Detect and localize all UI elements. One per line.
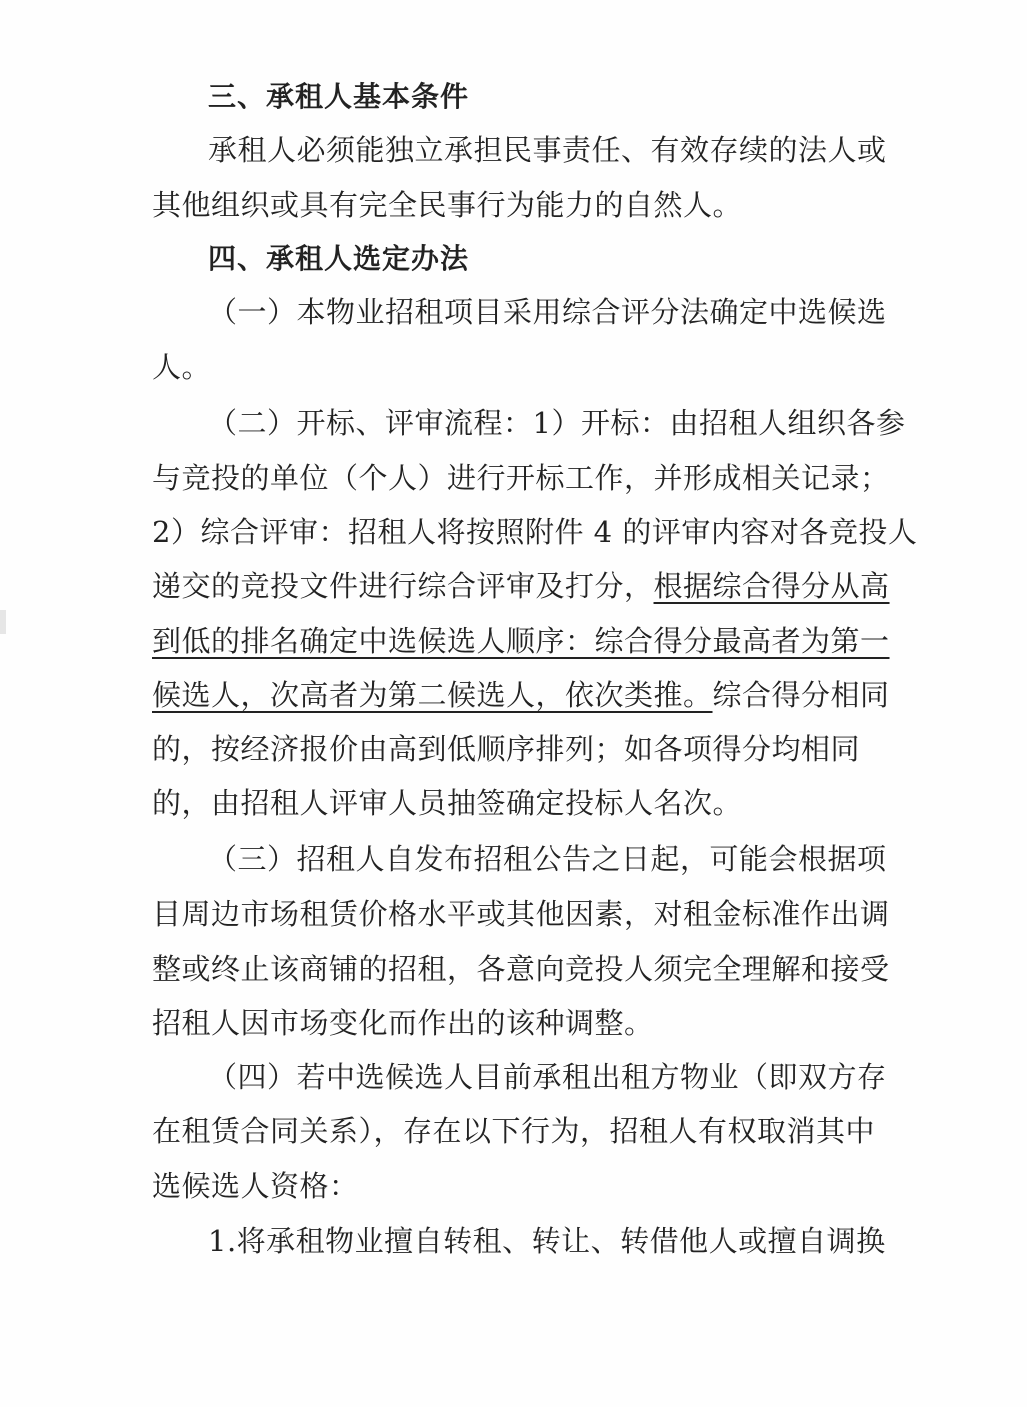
scan-edge-mark: [0, 610, 6, 634]
underlined-text: 根据综合得分从高: [653, 569, 890, 603]
paragraph-line: 选候选人资格：: [152, 1169, 359, 1203]
paragraph-line: 在租赁合同关系），存在以下行为，招租人有权取消其中: [152, 1114, 876, 1148]
section-three-heading: 三、承租人基本条件: [208, 80, 470, 113]
paragraph-line: 招租人因市场变化而作出的该种调整。: [152, 1006, 654, 1040]
paragraph-line: （一）本物业招租项目采用综合评分法确定中选候选: [208, 295, 887, 329]
paragraph-line: 2）综合评审：招租人将按照附件 4 的评审内容对各竞投人: [152, 515, 918, 549]
paragraph-line: （四）若中选候选人目前承租出租方物业（即双方存: [208, 1060, 887, 1094]
paragraph-line: 人。: [152, 350, 212, 384]
paragraph-line: 其他组织或具有完全民事行为能力的自然人。: [152, 188, 743, 222]
paragraph-line: [152, 621, 890, 661]
paragraph-line: [152, 566, 890, 606]
paragraph-line: 承租人必须能独立承担民事责任、有效存续的法人或: [208, 133, 887, 167]
paragraph-line: （二）开标、评审流程：1）开标：由招租人组织各参: [208, 406, 906, 440]
paragraph-line: 整或终止该商铺的招租，各意向竞投人须完全理解和接受: [152, 952, 890, 986]
paragraph-line: 的，由招租人评审人员抽签确定投标人名次。: [152, 786, 743, 820]
paragraph-line: （三）招租人自发布招租公告之日起，可能会根据项: [208, 842, 887, 876]
paragraph-line: 的，按经济报价由高到低顺序排列；如各项得分均相同: [152, 732, 861, 766]
paragraph-line: 1.将承租物业擅自转租、转让、转借他人或擅自调换: [208, 1224, 886, 1258]
paragraph-line: 与竞投的单位（个人）进行开标工作，并形成相关记录；: [152, 461, 890, 495]
plain-text: 综合得分相同: [712, 678, 890, 712]
plain-text: 递交的竞投文件进行综合评审及打分，: [152, 569, 654, 603]
underlined-text: 候选人，次高者为第二候选人，依次类推。: [152, 678, 713, 712]
paragraph-line: 目周边市场租赁价格水平或其他因素，对租金标准作出调: [152, 897, 890, 931]
underlined-text: 到低的排名确定中选候选人顺序：综合得分最高者为第一: [152, 624, 890, 658]
paragraph-line: [152, 675, 890, 715]
section-four-heading: 四、承租人选定办法: [208, 242, 470, 275]
